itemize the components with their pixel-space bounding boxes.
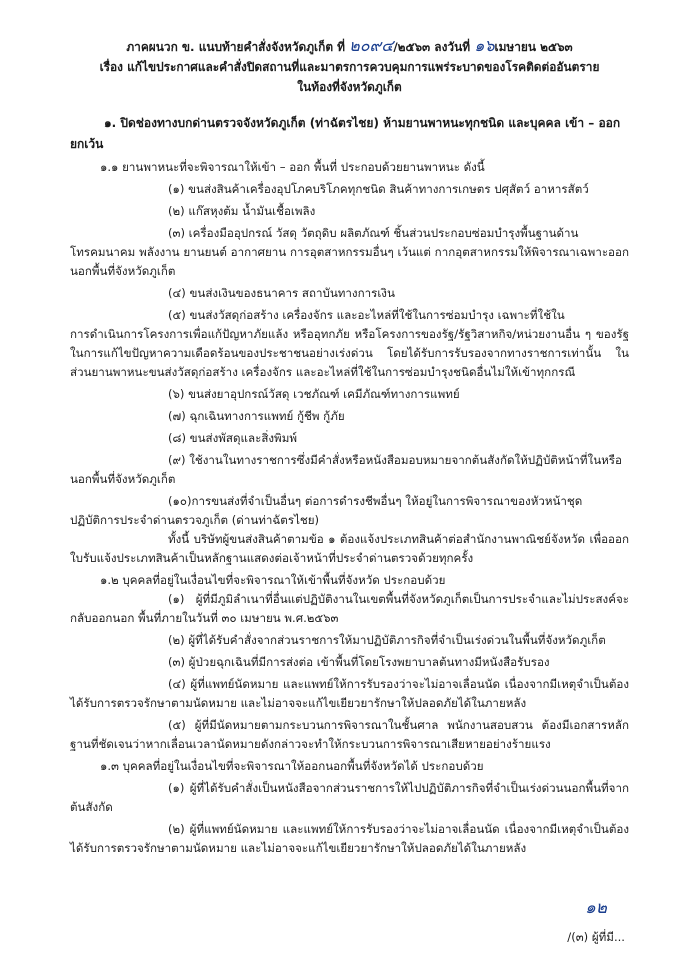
order-day: ๑๖: [474, 36, 495, 55]
s13-title: ๑.๓ บุคคลที่อยู่ในเงื่อนไขที่จะพิจารณาให้ออกนอกพื้นที่จังหวัดได้ ประกอบด้วย: [100, 759, 484, 773]
continuation-text: /(๓) ผู้ที่มี...: [567, 930, 625, 944]
s11-item-3-cont: โทรคมนาคม พลังงาน ยานยนต์ อากาศยาน การอุตสาหกรรมอื่นๆ เว้นแต่ กากอุตสาหกรรมให้พิจารณาเฉพาะออกนอกพื้นที่จังหวัดภูเก็ต: [70, 245, 629, 278]
header-line-3: ในท้องที่จังหวัดภูเก็ต: [297, 80, 402, 94]
s12-item-1: (๑) ผู้ที่มีภูมิลำเนาที่อื่นแต่ปฏิบัติงานในเขตพื้นที่จังหวัดภูเก็ตเป็นการประจำและไม่ประสงค์จะกลับออกนอก พื้นที่ภายในวันที่ ๓๐ เมษายน พ.ศ.๒๕๖๓: [70, 592, 629, 625]
s11-item-10-cont: ปฏิบัติการประจำด่านตรวจภูเก็ต (ด่านท่าฉัตรไชย): [70, 513, 320, 527]
s13-item-2: (๒) ผู้ที่แพทย์นัดหมาย และแพทย์ให้การรับรองว่าจะไม่อาจเลื่อนนัด เนื่องจากมีเหตุจำเป็นต้องได้รับการตรวจรักษาตามนัดหมาย และไม่อาจจะแก้ไขเยียวยารักษาให้ปลอดภัยได้ในภายหลัง: [70, 822, 629, 855]
handwritten-page-mark: ๑๒: [585, 898, 607, 918]
s11-item-1: (๑) ขนส่งสินค้าเครื่องอุปโภคบริโภคทุกชนิด สินค้าทางการเกษตร ปศุสัตว์ อาหารสัตว์: [168, 182, 589, 196]
s11-item-9: (๙) ใช้งานในทางราชการซึ่งมีคำสั่งหรือหนังสือมอบหมายจากต้นสังกัดให้ปฏิบัติหน้าที่ในหรือ: [168, 453, 622, 467]
s11-item-5: (๕) ขนส่งวัสดุก่อสร้าง เครื่องจักร และอะไหล่ที่ใช้ในการซ่อมบำรุง เฉพาะที่ใช้ใน: [168, 308, 565, 322]
s11-title: ๑.๑ ยานพาหนะที่จะพิจารณาให้เข้า – ออก พื้นที่ ประกอบด้วยยานพาหนะ ดังนี้: [100, 160, 485, 174]
s11-item-6: (๖) ขนส่งยาอุปกรณ์วัสดุ เวชภัณฑ์ เคมีภัณฑ์ทางการแพทย์: [168, 387, 460, 401]
s12-item-5: (๕) ผู้ที่มีนัดหมายตามกระบวนการพิจารณาในชั้นศาล พนักงานสอบสวน ต้องมีเอกสารหลักฐานที่ชัดเจนว่าหากเลื่อนเวลานัดหมายดังกล่าวจะทำให้กระบวนการพิจารณาเสียหายอย่างร้ายแรง: [70, 718, 629, 751]
s11-item-2: (๒) แก๊สหุงต้ม น้ำมันเชื้อเพลิง: [168, 204, 316, 218]
s11-item-5-cont: การดำเนินการโครงการเพื่อแก้ปัญหาภัยแล้ง หรืออุทกภัย หรือโครงการของรัฐ/รัฐวิสาหกิจ/หน่วยงานอื่น ๆ ของรัฐในการแก้ไขปัญหาความเดือดร้อนของประชาชนอย่างเร่งด่วน โดยได้รับการรับรองจากทางราชการเท่านั้น ในส่วนยานพาหนะขนส่งวัสดุก่อสร้าง เครื่องจักร และอะไหล่ที่ใช้ในการซ่อมบำรุงชนิดอื่นไม่ให้เข้าทุกกรณี: [70, 327, 629, 379]
header-middle: /๒๕๖๓ ลงวันที่: [393, 40, 471, 54]
s11-item-8: (๘) ขนส่งพัสดุและสิ่งพิมพ์: [168, 431, 297, 445]
s11-item-4: (๔) ขนส่งเงินของธนาคาร สถาบันทางการเงิน: [168, 286, 395, 300]
order-number: ๒๐๙๔: [349, 36, 394, 55]
section-1-title: ๑. ปิดช่องทางบกด่านตรวจจังหวัดภูเก็ต (ท่าฉัตรไชย) ห้ามยานพาหนะทุกชนิด และบุคคล เข้า – ออก ยกเว้น: [70, 116, 621, 151]
s11-item-10: (๑๐)การขนส่งที่จำเป็นอื่นๆ ต่อการดำรงชีพอื่นๆ ให้อยู่ในการพิจารณาของหัวหน้าชุด: [168, 494, 583, 508]
s13-item-1: (๑) ผู้ที่ได้รับคำสั่งเป็นหนังสือจากส่วนราชการให้ไปปฏิบัติภารกิจที่จำเป็นเร่งด่วนนอกพื้นที่จากต้นสังกัด: [70, 781, 629, 814]
s11-item-9-cont: นอกพื้นที่จังหวัดภูเก็ต: [70, 472, 176, 486]
document-header: [70, 36, 629, 97]
s11-item-3: (๓) เครื่องมืออุปกรณ์ วัสดุ วัตถุดิบ ผลิตภัณฑ์ ชิ้นส่วนประกอบซ่อมบำรุงพื้นฐานด้าน: [168, 226, 579, 240]
s12-item-3: (๓) ผู้ป่วยฉุกเฉินที่มีการส่งต่อ เข้าพื้นที่โดยโรงพยาบาลต้นทางมีหนังสือรับรอง: [168, 655, 550, 669]
s11-item-7: (๗) ฉุกเฉินทางการแพทย์ กู้ชีพ กู้ภัย: [168, 409, 345, 423]
s12-item-4: (๔) ผู้ที่แพทย์นัดหมาย และแพทย์ให้การรับรองว่าจะไม่อาจเลื่อนนัด เนื่องจากมีเหตุจำเป็นต้องได้รับการตรวจรักษาตามนัดหมาย และไม่อาจจะแก้ไขเยียวยารักษาให้ปลอดภัยได้ในภายหลัง: [70, 677, 629, 710]
s12-title: ๑.๒ บุคคลที่อยู่ในเงื่อนไขที่จะพิจารณาให้เข้าพื้นที่จังหวัด ประกอบด้วย: [100, 573, 446, 587]
header-line-2: เรื่อง แก้ไขประกาศและคำสั่งปิดสถานที่และมาตรการควบคุมการแพร่ระบาดของโรคติดต่ออันตราย: [99, 60, 600, 74]
header-line-1: [70, 36, 629, 57]
header-prefix: ภาคผนวก ข. แนบท้ายคำสั่งจังหวัดภูเก็ต ที่: [126, 40, 346, 54]
s11-note: ทั้งนี้ บริษัทผู้ขนส่งสินค้าตามข้อ ๑ ต้องแจ้งประเภทสินค้าต่อสำนักงานพาณิชย์จังหวัด เพื่อออกใบรับแจ้งประเภทสินค้าเป็นหลักฐานแสดงต่อเจ้าหน้าที่ประจำด่านตรวจด้วยทุกครั้ง: [70, 532, 629, 565]
header-suffix: เมษายน ๒๕๖๓: [494, 40, 573, 54]
s12-item-2: (๒) ผู้ที่ได้รับคำสั่งจากส่วนราชการให้มาปฏิบัติภารกิจที่จำเป็นเร่งด่วนในพื้นที่จังหวัดภูเก็ต: [168, 633, 606, 647]
